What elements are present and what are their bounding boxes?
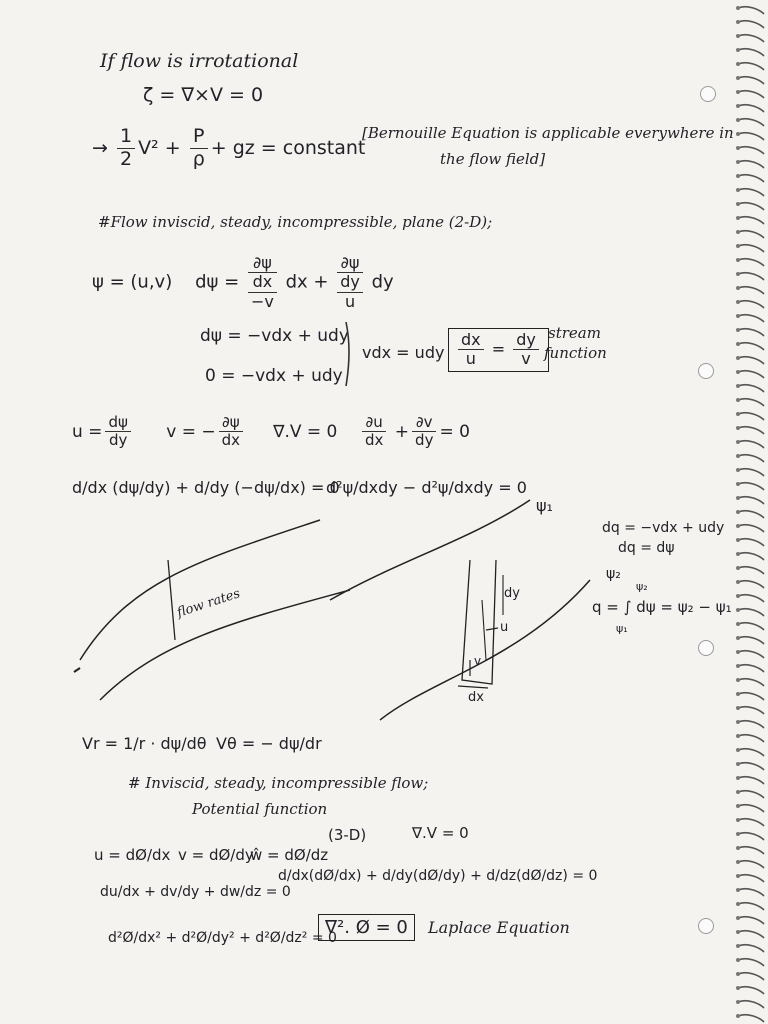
bernoulli-note-line2: the flow field]	[440, 150, 546, 168]
dpsi-equation: dψ = −vdx + udy	[200, 326, 349, 346]
radial-velocity: Vr = 1/r · dψ/dθ	[82, 734, 207, 753]
dx-label: dx	[468, 690, 484, 705]
element-diagonal	[482, 600, 486, 660]
dpsi-dy-numerator: ∂ψ	[337, 254, 363, 273]
potential-substitution: d/dx(dØ/dx) + d/dy(dØ/dy) + d/dz(dØ/dz) = 0	[278, 868, 598, 884]
psi1-label: ψ₁	[536, 496, 553, 515]
dpsi-dx-numerator: ∂ψ	[248, 254, 277, 273]
psi-definition: ψ = (u,v)	[92, 271, 173, 293]
density-denominator: ρ	[192, 147, 205, 170]
continuity-3d: du/dx + dv/dy + dw/dz = 0	[100, 884, 291, 900]
zero-equation: 0 = −vdx + udy	[205, 366, 343, 386]
laplace-box	[318, 914, 415, 941]
u-label: u	[500, 620, 509, 635]
divergence-zero: ∇.V = 0	[273, 421, 338, 442]
dx-mark	[458, 686, 488, 688]
left-streamline-lower	[100, 590, 350, 700]
flow-rates-label: flow rates	[175, 586, 243, 621]
inviscid-heading: # Inviscid, steady, incompressible flow;	[128, 774, 429, 792]
u-annotation: u	[337, 292, 363, 311]
u-phi: u = dØ/dx	[94, 846, 171, 864]
w-phi: ŵ = dØ/dz	[250, 846, 329, 864]
dpsi-dy-denominator: dy	[340, 272, 360, 292]
continuity-equals: = 0	[439, 421, 470, 442]
stream-label: stream	[548, 324, 601, 342]
flow-rate-integral: q = ∫ dψ = ψ₂ − ψ₁	[592, 598, 732, 616]
dv-numerator: ∂v	[412, 414, 436, 432]
dx-term: dx +	[285, 271, 329, 293]
velocity-term: V² +	[138, 136, 181, 159]
three-d-label: (3-D)	[328, 826, 367, 844]
v-label: v	[474, 654, 482, 668]
flow-2d-heading: #Flow inviscid, steady, incompressible, plane (2-D);	[98, 213, 493, 231]
psi1-streamline	[330, 500, 530, 600]
dq-dpsi: dq = dψ	[618, 540, 675, 556]
dy-label: dy	[504, 586, 520, 601]
divergence-3d: ∇.V = 0	[412, 824, 469, 842]
u-arrow	[486, 628, 498, 630]
mixed-derivative-sum: d/dx (dψ/dy) + d/dy (−dψ/dx) = 0	[72, 478, 340, 497]
half-denominator: 2	[119, 147, 133, 170]
laplace-operator: ∇². Ø = 0	[318, 914, 415, 941]
dpsi-label: dψ =	[195, 271, 240, 293]
integral-lower-limit: ψ₁	[616, 622, 628, 635]
irrotational-heading: If flow is irrotational	[100, 50, 299, 72]
vorticity-equation: ζ = ∇×V = 0	[143, 84, 264, 106]
mixed-derivative-cancel: d²ψ/dxdy − d²ψ/dxdy = 0	[326, 478, 527, 497]
streamline-box: $\frac{dx}{u}$ = $\frac{dy}{v}$	[448, 328, 549, 372]
laplace-expanded: d²Ø/dx² + d²Ø/dy² + d²Ø/dz² = 0	[108, 930, 337, 946]
v-numerator: ∂ψ	[219, 414, 243, 432]
box-dx: dx	[458, 331, 484, 350]
dpsi-dx-denominator: dx	[252, 272, 273, 292]
integral-upper-limit: ψ₂	[636, 580, 648, 593]
velocity-components: u = $\frac{d\psi}{dy}$ v = − $\frac{\partial\psi}{dx}$ ∇.V = 0 $\frac{\partial u}{dx}$ + $\frac{\partial v}{dy}$ = 0	[72, 413, 470, 450]
vdx-udy-equation: vdx = udy	[362, 343, 445, 362]
gravity-constant-term: + gz = constant	[210, 136, 366, 159]
dy-term: dy	[371, 271, 394, 293]
dq-equation: dq = −vdx + udy	[602, 520, 725, 536]
box-v: v	[521, 349, 531, 369]
pressure-numerator: P	[190, 126, 208, 149]
laplace-equation-label: Laplace Equation	[428, 918, 570, 937]
bernoulli-note-line1: [Bernouille Equation is applicable everywhere in	[362, 124, 734, 142]
psi2-label: ψ₂	[606, 566, 621, 582]
box-u: u	[465, 349, 476, 369]
half-numerator: 1	[117, 126, 135, 149]
potential-function-heading: Potential function	[192, 800, 328, 818]
v-denominator: dx	[221, 431, 241, 450]
u-denominator: dy	[108, 431, 128, 450]
minus-v-annotation: −v	[248, 292, 277, 311]
v-phi: v = dØ/dy	[178, 846, 254, 864]
box-dy: dy	[513, 331, 539, 350]
tangential-velocity: Vθ = − dψ/dr	[216, 734, 322, 753]
tick-mark	[74, 668, 80, 672]
function-label: function	[544, 344, 607, 362]
arrow-icon: →	[92, 136, 108, 159]
dy-denominator: dy	[415, 431, 434, 450]
left-streamline-upper	[80, 520, 320, 660]
dx-denominator: dx	[364, 431, 384, 450]
flow-rate-line	[168, 560, 175, 640]
du-numerator: ∂u	[362, 414, 386, 432]
u-numerator: dψ	[105, 414, 130, 432]
